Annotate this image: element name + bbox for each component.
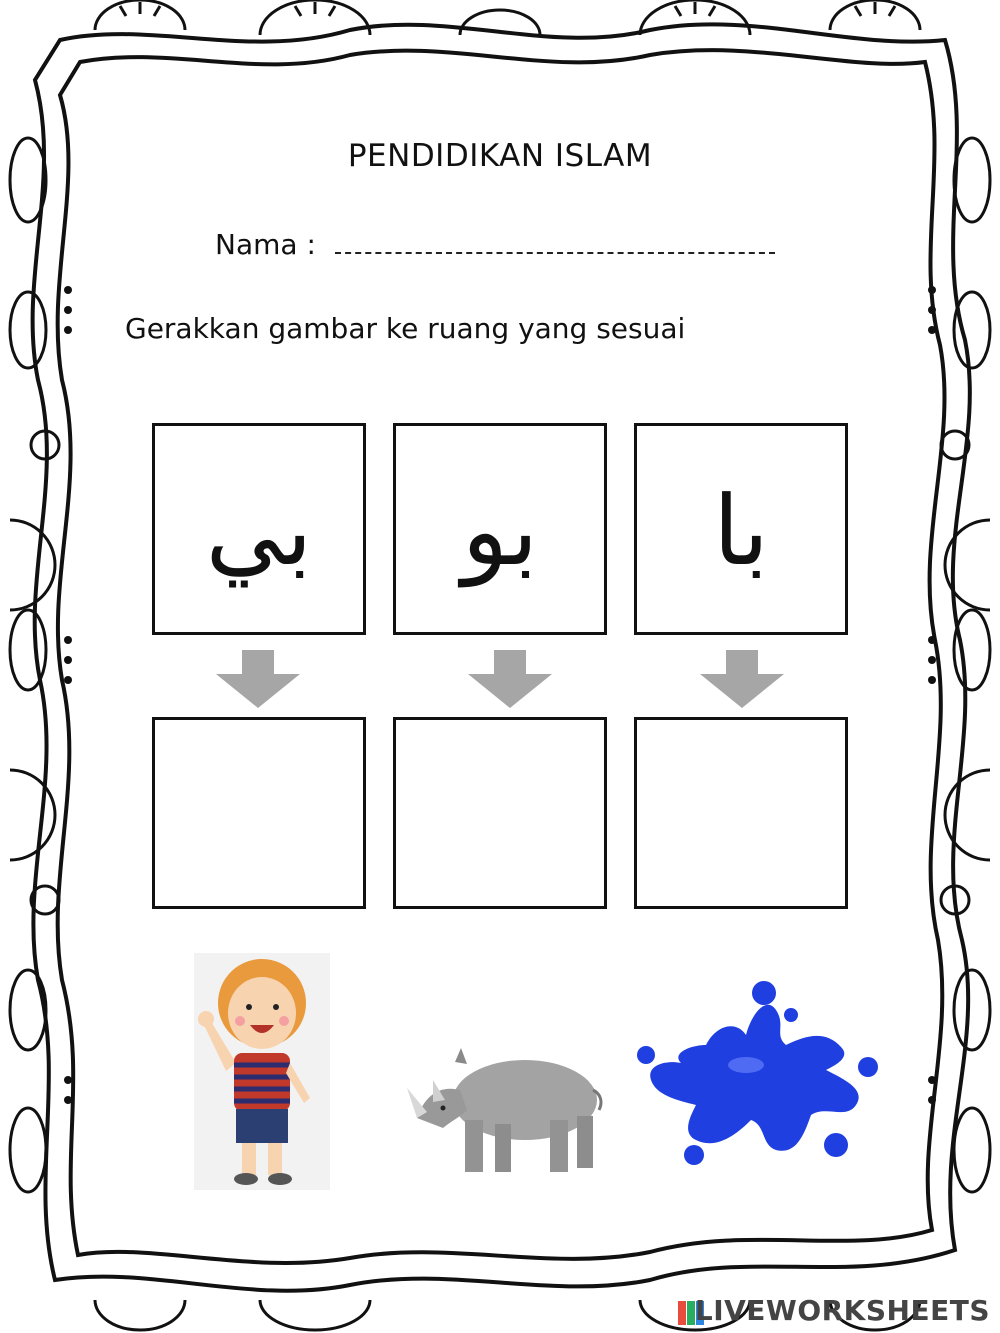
letter-box-bi [152, 423, 366, 635]
letter-box-bu [393, 423, 607, 635]
worksheet-title: PENDIDIKAN ISLAM [347, 138, 653, 174]
name-input-line[interactable] [335, 232, 775, 254]
instruction-text: Gerakkan gambar ke ruang yang sesuai [125, 312, 686, 345]
name-label: Nama : [215, 228, 316, 261]
liveworksheets-brand: LIVEWORKSHEETS [694, 1294, 990, 1327]
letter-text: بو [461, 475, 539, 587]
letter-box-ba [634, 423, 848, 635]
name-row [215, 228, 775, 261]
drop-zone-2[interactable] [393, 717, 607, 909]
down-arrow-icon [216, 650, 300, 708]
drop-zone-3[interactable] [634, 717, 848, 909]
letter-text: با [713, 475, 769, 587]
letter-text: بي [205, 475, 313, 587]
rhinoceros-icon[interactable] [405, 1040, 605, 1180]
down-arrow-icon [700, 650, 784, 708]
boy-icon[interactable] [194, 953, 330, 1190]
down-arrow-icon [468, 650, 552, 708]
blue-paint-splash-icon[interactable] [636, 975, 884, 1170]
drop-zone-1[interactable] [152, 717, 366, 909]
